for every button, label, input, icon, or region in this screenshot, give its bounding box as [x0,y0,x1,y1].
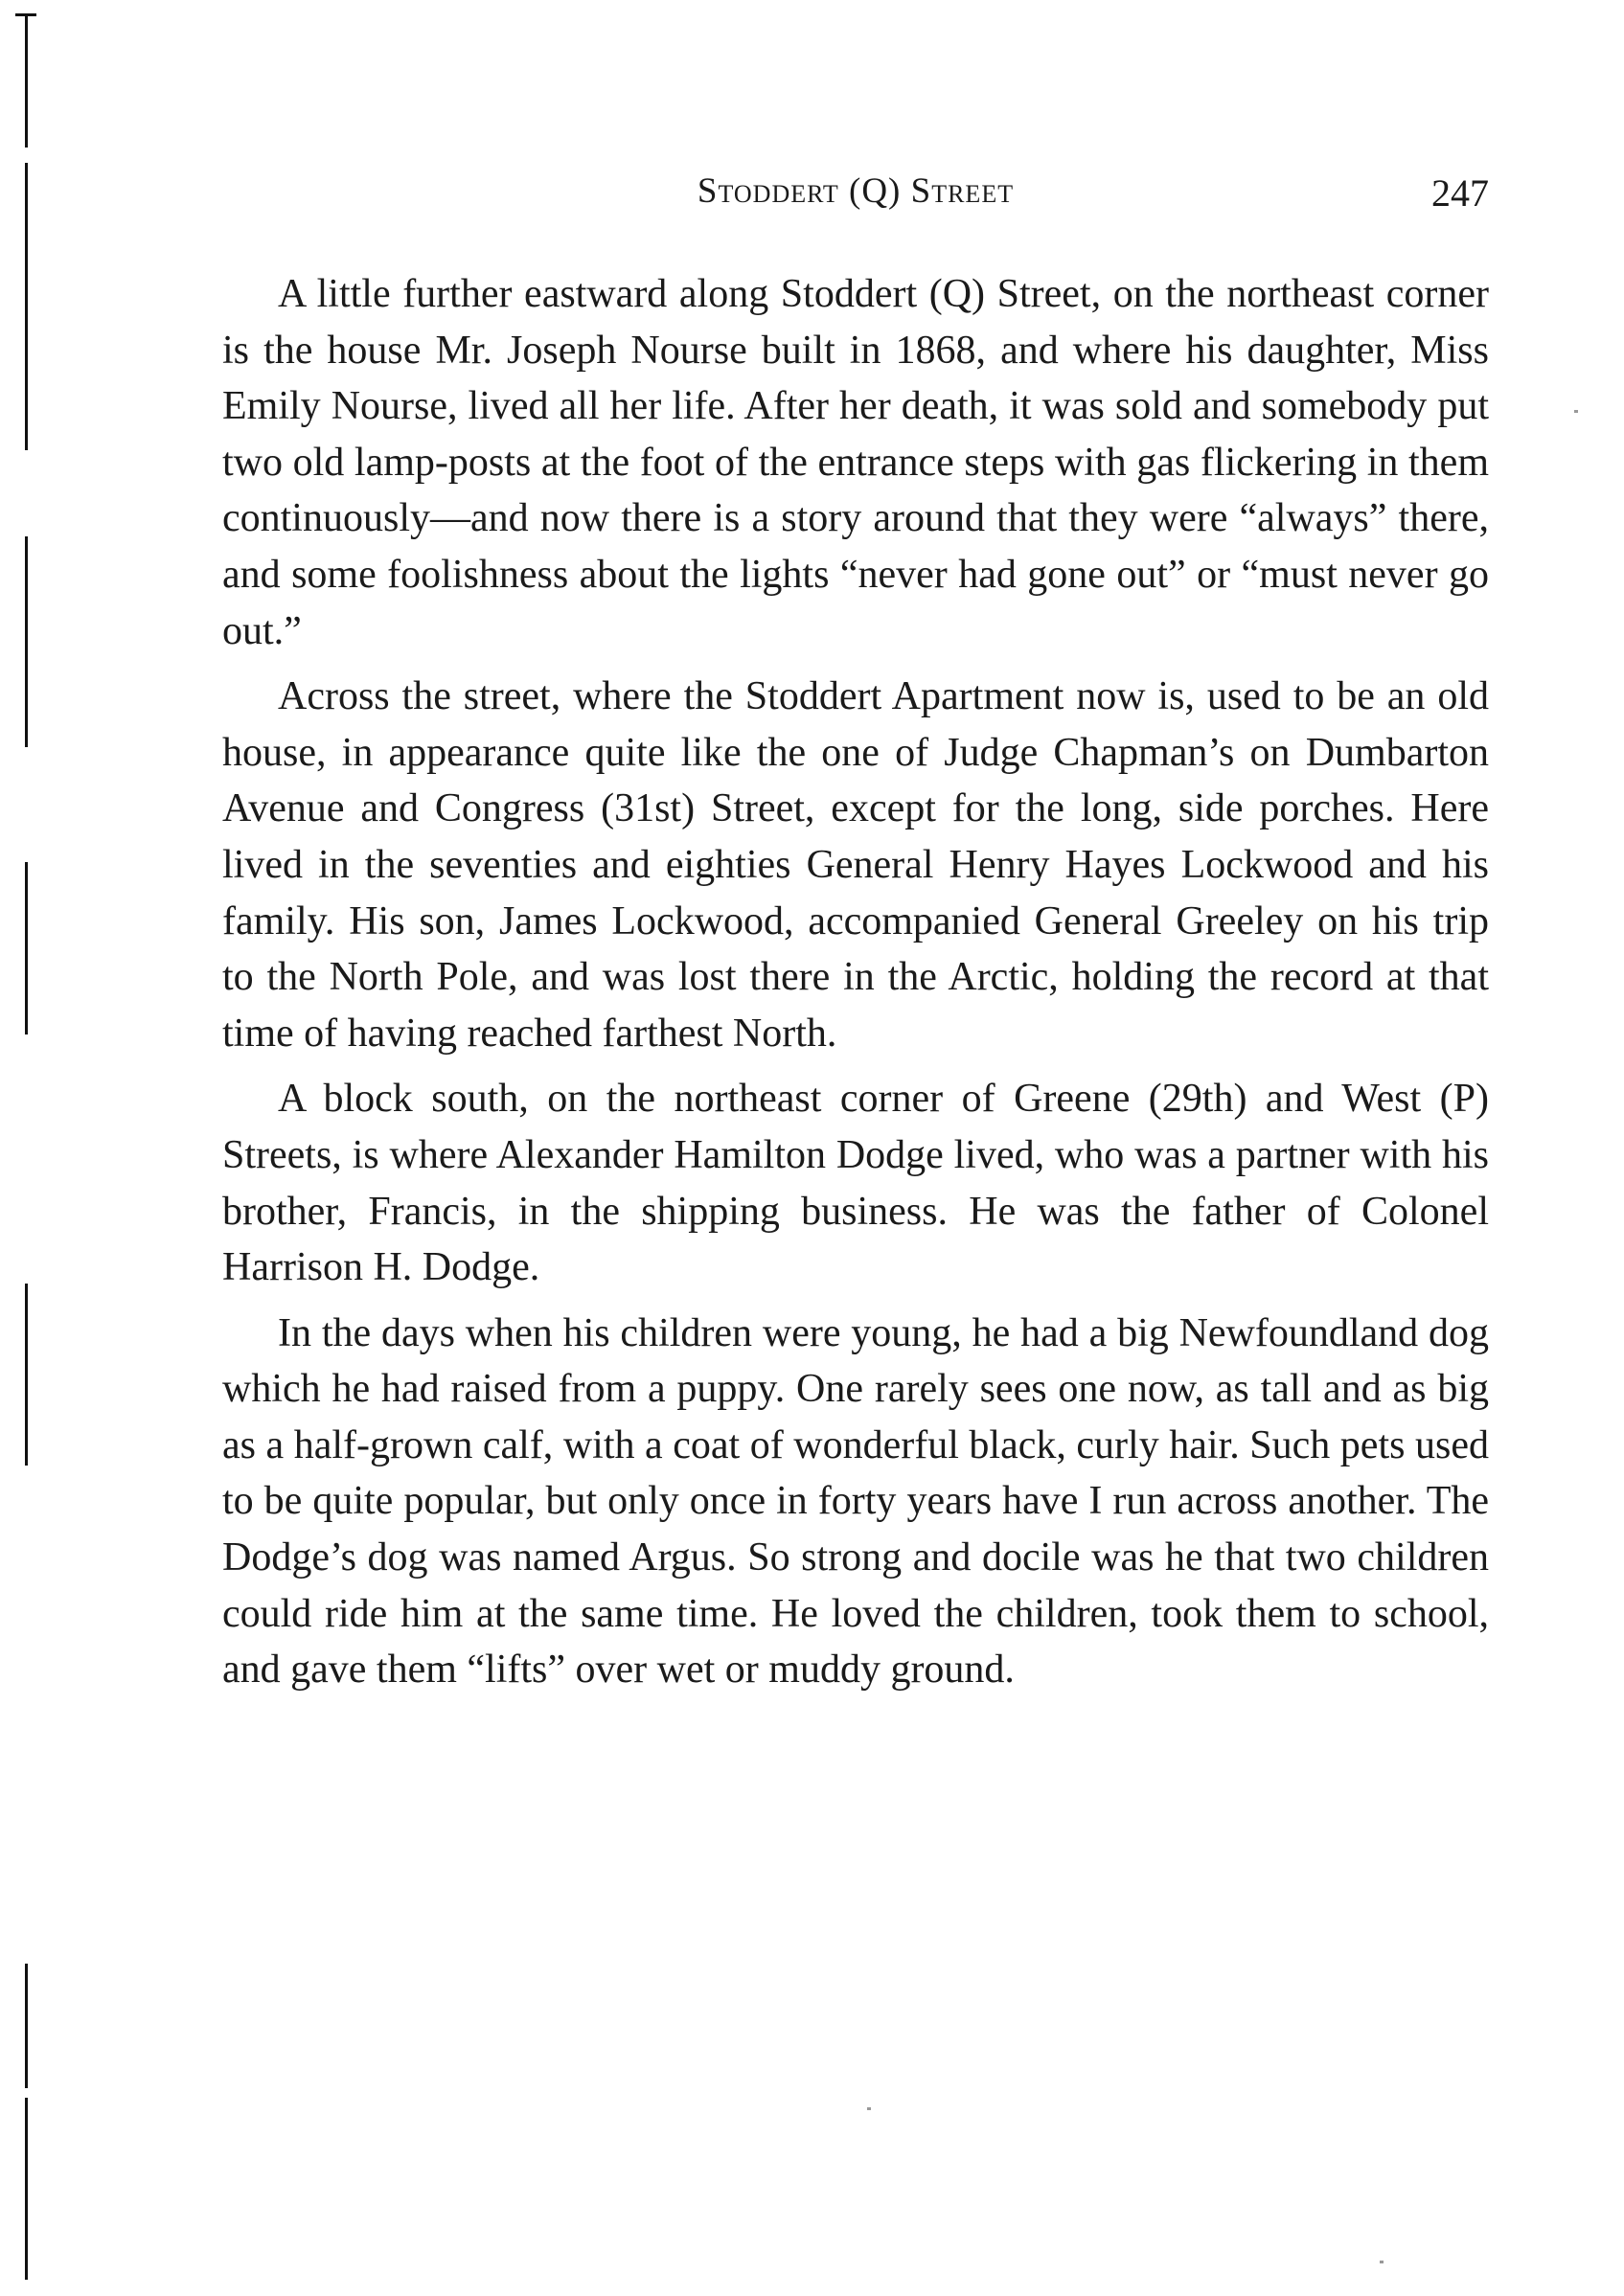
scan-speck [1574,410,1578,413]
running-title: Stoddert (Q) Street [697,171,1015,211]
binding-line [25,163,28,450]
page-body [222,266,1489,1708]
scan-speck [867,2107,871,2110]
binding-line [25,1284,28,1466]
paragraph-argus-dog: In the days when his children were young, he had a big Newfoundland dog which he had raised from a puppy. One rarely sees one now, as tall and as big as a half-grown calf, with a coat of wonderful black, curly hair. Such pets used to be quite popular, but only once in forty years have I run across another. The Dodge’s dog was named Argus. So strong and docile was he that two children could ride him at the same time. He loved the children, took them to school, and gave them “lifts” over wet or muddy ground. [222,1310,1489,1693]
scan-speck [1380,2261,1384,2263]
paragraph-lockwood-house: Across the street, where the Stoddert Apartment now is, used to be an old house, in appearance quite like the one of Judge Chapman’s on Dumbarton Avenue and Congress (31st) Street, except for the long, side porches. Here lived in the seventies and eighties General Henry Hayes Lockwood and his family. His son, James Lockwood, accompanied General Greeley on his trip to the North Pole, and was lost there in the Arctic, holding the record at that time of having reached farthest North. [222,674,1489,1056]
paragraph-dodge-house: A block south, on the northeast corner of Greene (29th) and West (P) Streets, is where Alexander Hamilton Dodge lived, who was a partner with his brother, Francis, in the shipping business. He was the father of Colonel Harrison H. Dodge. [222,1077,1489,1290]
binding-line [25,1964,28,2088]
paragraph-nourse-house: A little further eastward along Stoddert (Q) Street, on the northeast corner is the house Mr. Joseph Nourse built in 1868, and where his daughter, Miss Emily Nourse, lived all her life. After her death, it was sold and somebody put two old lamp-posts at the foot of the entrance steps with gas flickering in them continuously—and now there is a story around that they were “always” there, and some foolishness about the lights “never had gone out” or “must never go out.” [222,272,1489,653]
page-header [222,170,1489,228]
binding-line [25,13,28,148]
page-number: 247 [1431,171,1489,215]
binding-line [25,536,28,747]
binding-line [25,862,28,1034]
binding-line [25,2098,28,2280]
